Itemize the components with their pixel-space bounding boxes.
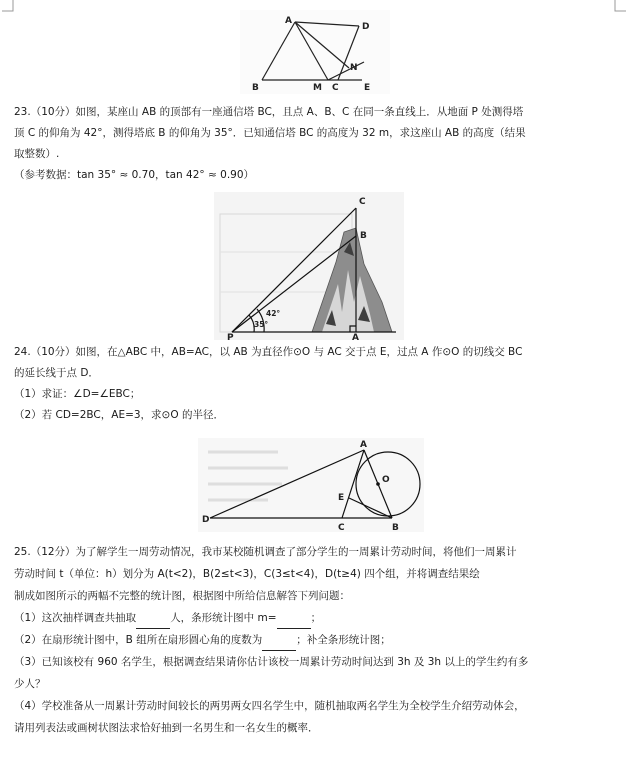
q25-part2-prefix: （2）在扇形统计图中，B 组所在扇形圆心角的度数为 [14,634,263,646]
fig3-label-b: B [392,523,399,532]
fig3-label-o: O [382,475,390,485]
q25-part2-suffix: ；补全条形统计图； [296,634,391,646]
fig1-label-n: N [350,63,358,73]
q24-line-2: 的延长线于点 D． [14,367,99,379]
q23-line-3: 取整数）. [14,148,60,160]
fig2-label-p: P [227,333,234,340]
q25-line-1: 25.（12分）为了解学生一周劳动情况，我市某校随机调查了部分学生的一周累计劳动时间，将他们一周累计 [14,546,517,558]
figure-triangle-circle [198,438,424,532]
q23-line-1: 23.（10分）如图，某座山 AB 的顶部有一座通信塔 BC，且点 A、B、C 在同一条直线上．从地面 P 处测得塔 [14,106,524,118]
fig2-label-c: C [359,197,366,207]
question-23 [14,102,614,186]
answer-blank-m [277,616,311,629]
q25-line-4 [14,607,614,629]
q24-line-3: （1）求证：∠D=∠EBC； [14,388,141,400]
fig1-label-b: B [252,83,259,93]
fig2-angle-35: 35° [254,320,269,329]
fig2-angle-42: 42° [266,309,281,318]
fig1-label-m: M [313,83,322,93]
fig2-label-a: A [352,333,359,340]
fig1-label-e: E [364,83,371,93]
fig3-label-c: C [338,523,345,532]
q24-line-4: （2）若 CD=2BC，AE=3，求⊙O 的半径． [14,409,224,421]
fig1-label-d: D [362,22,370,32]
fig3-label-d: D [202,515,210,525]
fig2-label-b: B [360,231,367,241]
q25-line-3: 制成如图所示的两幅不完整的统计图，根据图中所给信息解答下列问题： [14,590,350,602]
fig1-label-c: C [332,83,339,93]
figure-parallelogram [240,10,390,94]
fig3-label-a: A [360,440,367,450]
fig3-label-e: E [338,493,345,503]
answer-blank-angle [262,638,296,651]
answer-blank-total [136,616,170,629]
q25-line-5 [14,629,614,651]
q25-line-2: 劳动时间 t（单位：h）划分为 A(t<2)，B(2≤t<3)，C(3≤t<4)，D(t≥4) 四个组，并将调查结果绘 [14,568,480,580]
q25-line-6: （3）已知该校有 960 名学生，根据调查结果请你估计该校一周累计劳动时间达到 3h 及 3h 以上的学生约有多 [14,656,529,668]
q25-part1-middle: 人，条形统计图中 m= [170,612,277,624]
q25-line-9: 请用列表法或画树状图法求恰好抽到一名男生和一名女生的概率． [14,722,319,734]
q23-line-4: （参考数据：tan 35° ≈ 0.70，tan 42° ≈ 0.90） [14,169,255,181]
question-24 [14,342,614,426]
figure-mountain-tower [214,192,404,340]
question-25 [14,541,614,739]
crop-mark-left [2,0,14,12]
crop-mark-right [614,0,626,12]
fig1-label-a: A [285,16,292,26]
q23-line-2: 顶 C 的仰角为 42°，测得塔底 B 的仰角为 35°．已知通信塔 BC 的高度为 32 m，求这座山 AB 的高度（结果 [14,127,526,139]
q25-part1-suffix: ； [310,612,322,624]
q25-line-8: （4）学校准备从一周累计劳动时间较长的两男两女四名学生中，随机抽取两名学生为全校学生介绍劳动体会， [14,700,525,712]
q25-line-7: 少人？ [14,678,46,690]
q24-line-1: 24.（10分）如图，在△ABC 中，AB=AC，以 AB 为直径作⊙O 与 AC 交于点 E，过点 A 作⊙O 的切线交 BC [14,346,523,358]
q25-part1-prefix: （1）这次抽样调查共抽取 [14,612,137,624]
